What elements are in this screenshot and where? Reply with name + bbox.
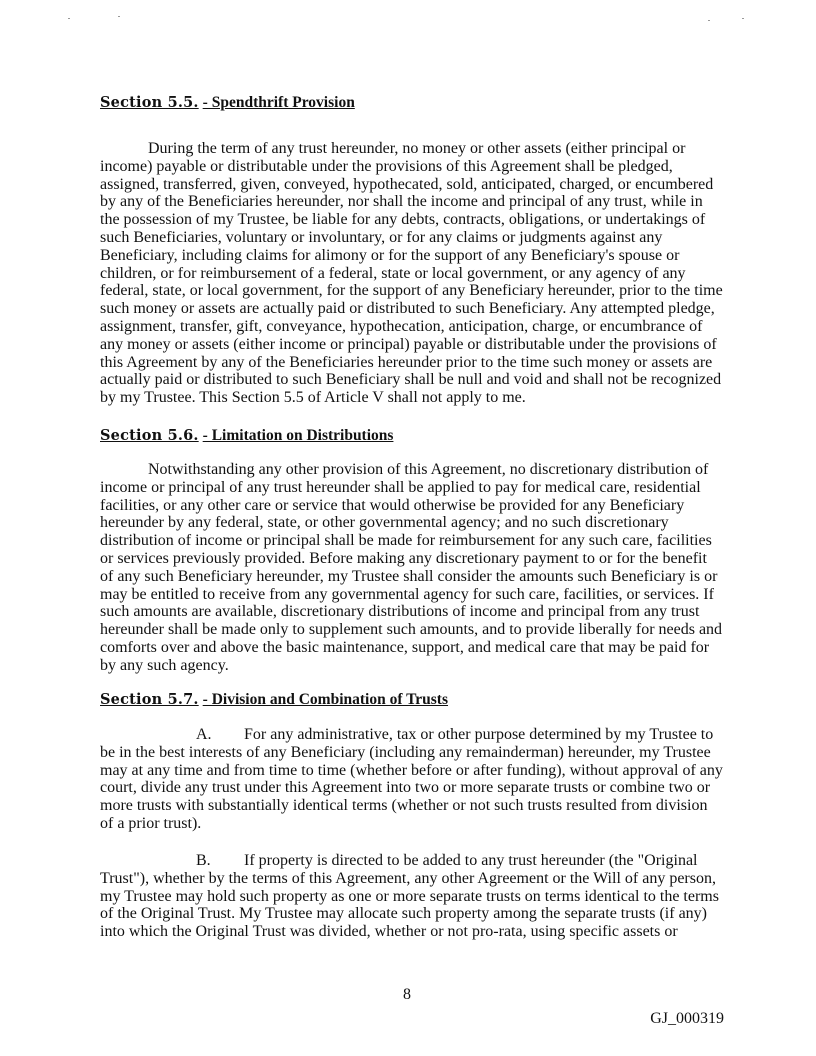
text-line <box>100 461 722 479</box>
text-line: hereunder shall be made only to supplement such amounts, and to provide liberally for needs and <box>100 621 723 639</box>
section-number: Section 5.5. <box>100 94 199 111</box>
text-line: income) payable or distributable under the provisions of this Agreement shall be pledged, <box>100 157 673 175</box>
paragraph <box>100 852 719 941</box>
text-line: any money or assets (either income or principal) payable or distributable under the provisions of <box>100 335 717 353</box>
text-line <box>100 140 723 158</box>
text-line: facilities, or any other care or service that would otherwise be provided for any Beneficiary <box>100 496 685 514</box>
text-line: of the Original Trust. My Trustee may allocate such property among the separate trusts (if any) <box>100 905 707 923</box>
text-line: of any such Beneficiary hereunder, my Trustee shall consider the amounts such Beneficiary is or <box>100 567 718 585</box>
text-line: by any such agency. <box>100 656 229 674</box>
text-line: comforts over and above the basic maintenance, support, and medical care that may be paid for <box>100 638 710 656</box>
text-line: or services previously provided. Before making any discretionary payment to or for the benefit <box>100 549 707 567</box>
text-line: assigned, transferred, given, conveyed, hypothecated, sold, anticipated, charged, or encumbered <box>100 175 714 193</box>
text-line: federal, state, or local government, for the support of any Beneficiary hereunder, prior to the time <box>100 282 723 300</box>
text-line: children, or for reimbursement of a federal, state or local government, or any agency of any <box>100 264 686 282</box>
text-line: my Trustee may hold such property as one or more separate trusts on terms identical to the terms <box>100 887 719 905</box>
text-line: may at any time and from time to time (whether before or after funding), without approval of any <box>100 761 723 779</box>
text-line: such amounts are available, discretionary distributions of income and principal from any trust <box>100 603 700 621</box>
text-line: actually paid or distributed to such Beneficiary shall be null and void and shall not be recognized <box>100 371 722 389</box>
text-line: such Beneficiaries, voluntary or involuntary, or for any claims or judgments against any <box>100 228 663 246</box>
text-line: may be entitled to receive from any governmental agency for such care, facilities, or services. If <box>100 585 714 603</box>
text-line: this Agreement by any of the Beneficiaries hereunder prior to the time such money or assets are <box>100 353 713 371</box>
scan-speck <box>118 16 120 17</box>
text-line: the possession of my Trustee, be liable for any debts, contracts, obligations, or undertakings of <box>100 211 706 229</box>
text-line: by any of the Beneficiaries hereunder, nor shall the income and principal of any trust, while in <box>100 193 703 211</box>
text-line: of a prior trust). <box>100 814 202 832</box>
text-line: such money or assets are actually paid or distributed to such Beneficiary. Any attempted pledge, <box>100 300 715 318</box>
text-line: into which the Original Trust was divided, whether or not pro-rata, using specific assets or <box>100 923 678 941</box>
text-line: income or principal of any trust hereunder shall be applied to pay for medical care, residential <box>100 478 701 496</box>
text-line: be in the best interests of any Beneficiary (including any remainderman) hereunder, my Trustee <box>100 743 711 761</box>
line-text: Notwithstanding any other provision of this Agreement, no discretionary distribution of <box>148 461 709 478</box>
item-label: A. <box>196 726 212 743</box>
line-text: For any administrative, tax or other purpose determined by my Trustee to <box>244 726 714 743</box>
section-title: - Division and Combination of Trusts <box>202 691 449 708</box>
section-number: Section 5.6. <box>100 427 199 444</box>
text-line <box>100 852 719 870</box>
scan-speck <box>68 18 70 19</box>
text-line: by my Trustee. This Section 5.5 of Article V shall not apply to me. <box>100 389 526 407</box>
text-line <box>100 726 723 744</box>
page-number: 8 <box>403 986 411 1003</box>
text-line: hereunder by any federal, state, or other governmental agency; and no such discretionary <box>100 514 669 532</box>
paragraph <box>100 726 723 833</box>
bates-number: GJ_000319 <box>650 1010 724 1027</box>
section-title: - Spendthrift Provision <box>202 94 355 111</box>
text-line: assignment, transfer, gift, conveyance, hypothecation, anticipation, charge, or encumbrance of <box>100 317 703 335</box>
line-text: If property is directed to be added to any trust hereunder (the "Original <box>244 852 698 869</box>
section-heading <box>100 94 355 112</box>
section-title: - Limitation on Distributions <box>202 427 394 444</box>
text-line: Beneficiary, including claims for alimony or for the support of any Beneficiary's spouse or <box>100 246 680 264</box>
text-line: distribution of income or principal shall be made for reimbursement for any such care, facilities <box>100 532 712 550</box>
scan-speck <box>708 20 710 21</box>
scan-speck <box>742 18 744 19</box>
paragraph <box>100 140 723 407</box>
paragraph <box>100 461 722 675</box>
text-line: court, divide any trust under this Agreement into two or more separate trusts or combine two or <box>100 779 711 797</box>
section-number: Section 5.7. <box>100 691 199 708</box>
line-text: During the term of any trust hereunder, no money or other assets (either principal or <box>148 140 686 157</box>
text-line: Trust"), whether by the terms of this Agreement, any other Agreement or the Will of any person, <box>100 869 716 887</box>
section-heading <box>100 691 448 709</box>
text-line: more trusts with substantially identical terms (whether or not such trusts resulted from division <box>100 797 708 815</box>
item-label: B. <box>196 852 211 869</box>
section-heading <box>100 427 393 445</box>
